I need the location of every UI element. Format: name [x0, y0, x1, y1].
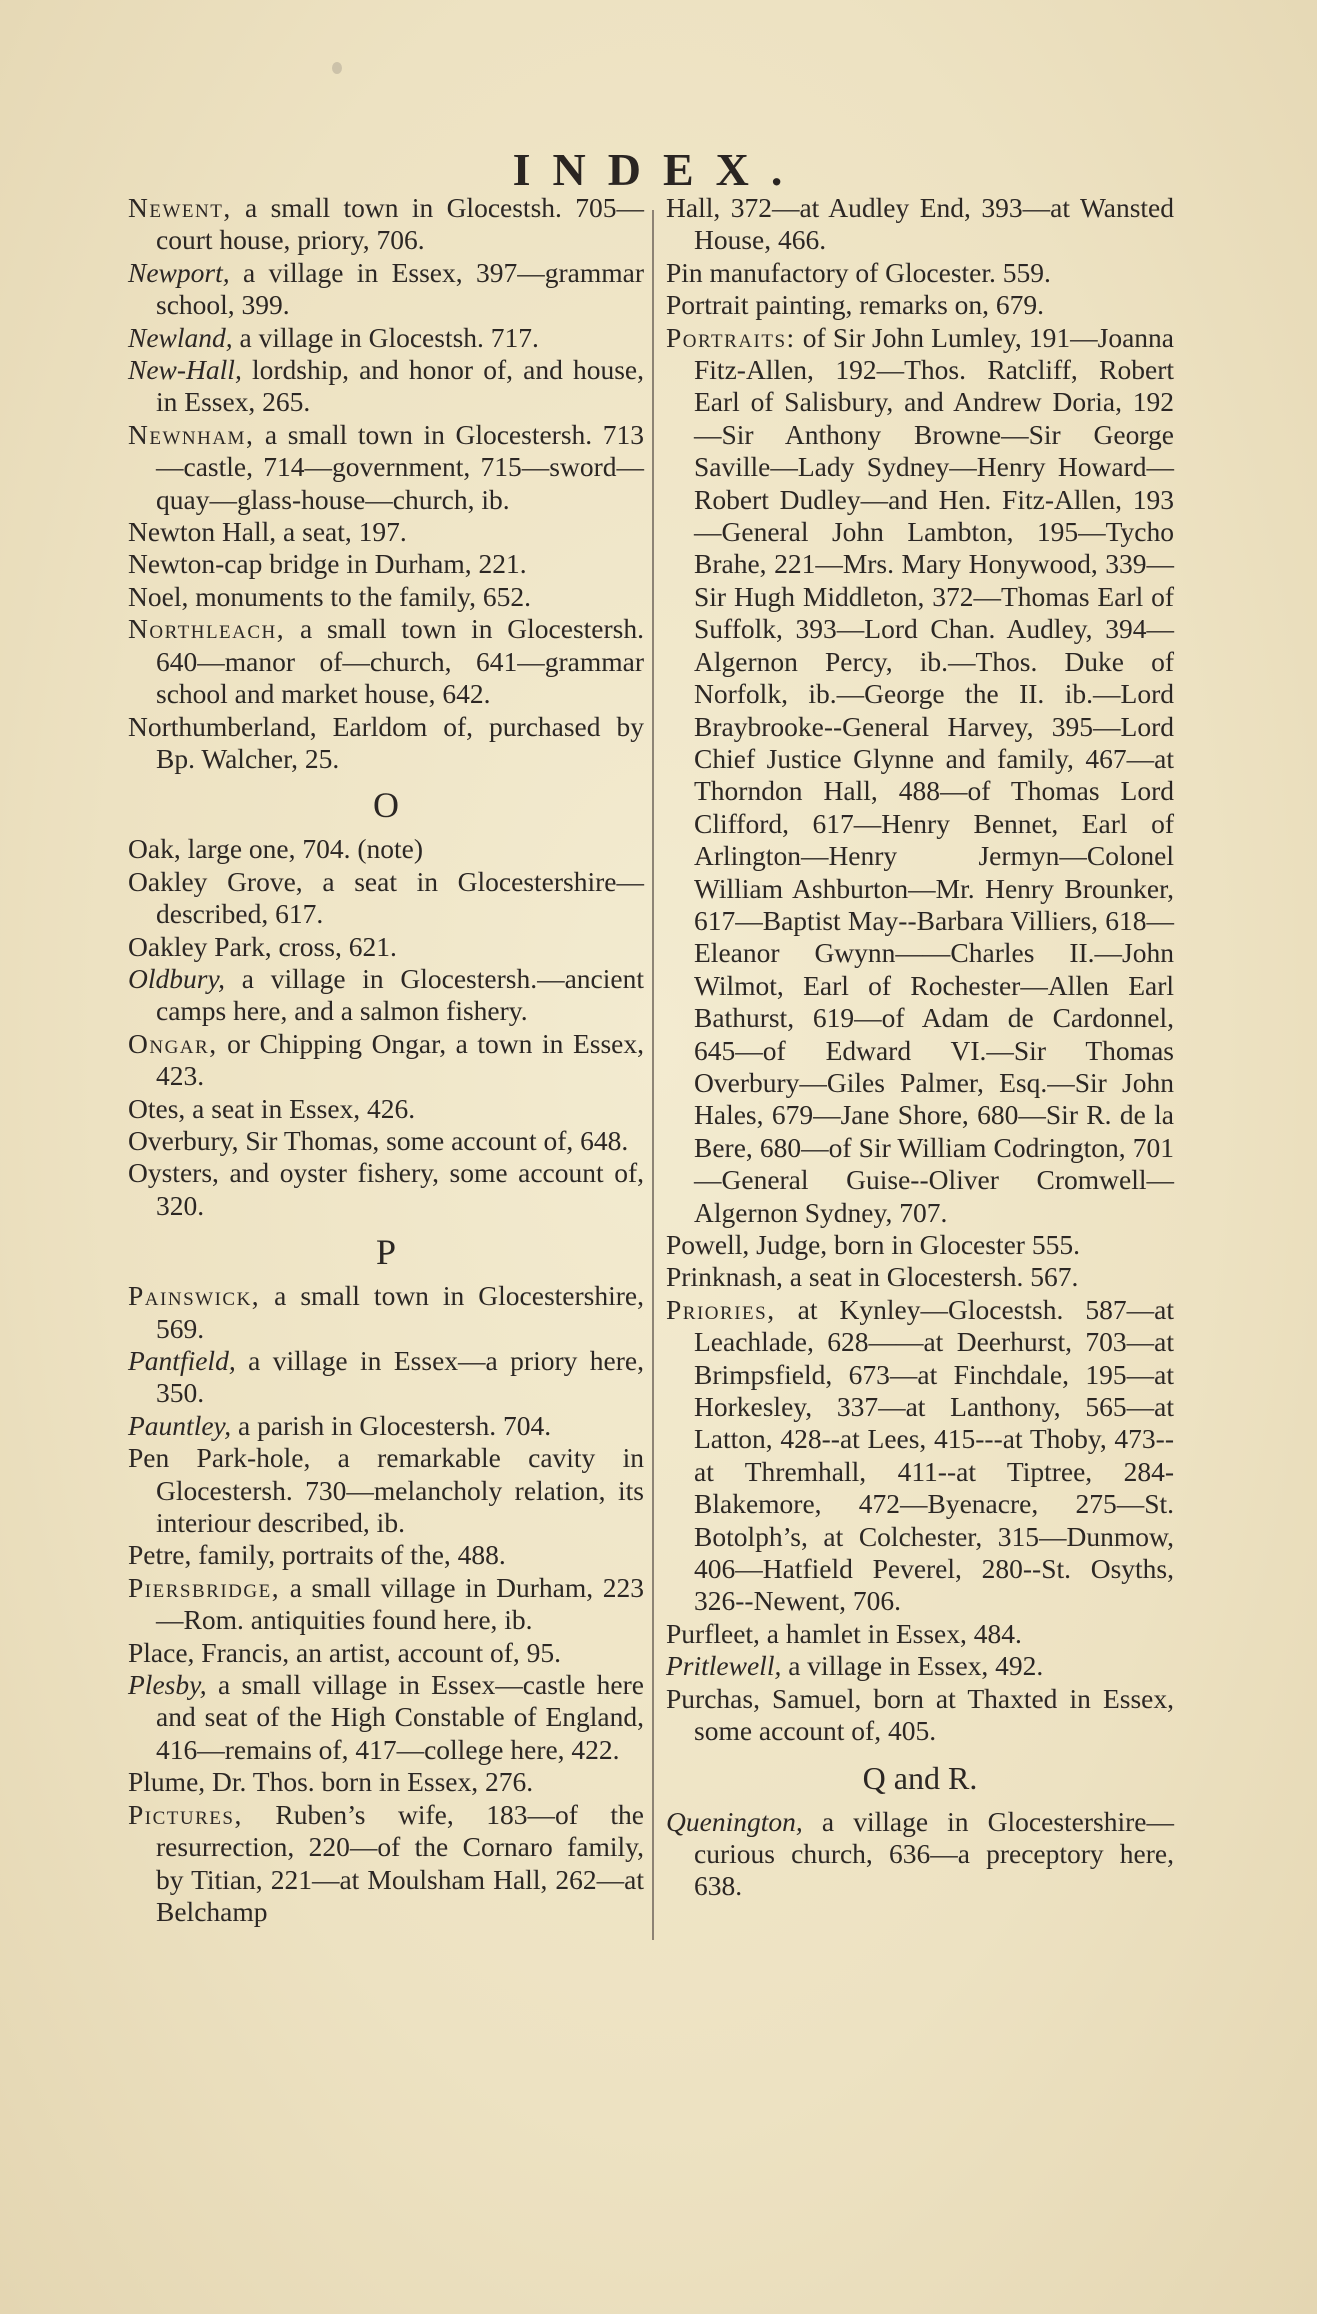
- entry-text: lordship, and honor of, and house, in Essex, 265.: [156, 354, 644, 418]
- index-entry: [666, 1229, 1174, 1261]
- index-entry: [128, 354, 644, 419]
- entry-text: a village in Glocestsh. 717.: [232, 321, 539, 353]
- index-entry: [128, 1572, 644, 1637]
- section-letter: Q and R.: [862, 1759, 978, 1796]
- index-entry: [666, 1618, 1174, 1650]
- entry-text: Otes, a seat in Essex, 426.: [128, 1092, 416, 1124]
- entry-text: a small village in Essex—castle here and seat of the High Constable of England, 416—remains of, 417—college here, 422.: [156, 1669, 644, 1765]
- index-column-left: [128, 192, 644, 1928]
- entry-text: Prinknash, a seat in Glocestersh. 567.: [666, 1261, 1079, 1293]
- index-entry: [666, 1683, 1174, 1748]
- entry-text: Plume, Dr. Thos. born in Essex, 276.: [128, 1766, 534, 1798]
- index-entry: [128, 581, 644, 613]
- entry-text: Noel, monuments to the family, 652.: [128, 580, 532, 612]
- entry-headword: New-Hall,: [128, 354, 242, 386]
- entry-headword: Pictures,: [128, 1798, 243, 1830]
- index-column-right: [666, 192, 1174, 1903]
- entry-headword: Pantfield,: [128, 1345, 236, 1376]
- index-entry: [666, 1650, 1174, 1682]
- entry-text: Oakley Grove, a seat in Glocestershire—described, 617.: [128, 865, 644, 930]
- entry-headword: Ongar,: [128, 1027, 218, 1059]
- index-entry: [128, 1410, 644, 1442]
- entry-text: Newton-cap bridge in Durham, 221.: [128, 548, 527, 580]
- entry-text: Place, Francis, an artist, account of, 95.: [128, 1636, 561, 1668]
- index-entry: [128, 192, 644, 257]
- index-entry: [128, 1799, 644, 1929]
- entry-text: Petre, family, portraits of the, 488.: [128, 1539, 506, 1571]
- entry-headword: Painswick,: [128, 1280, 261, 1312]
- entry-headword: Pauntley,: [128, 1409, 232, 1441]
- entry-text: Hall, 372—at Audley End, 393—at Wansted House, 466.: [666, 192, 1174, 256]
- index-entry: [666, 289, 1174, 321]
- paper-blemish: [332, 62, 342, 74]
- entry-text: a parish in Glocestersh. 704.: [231, 1409, 552, 1441]
- entry-text: a small village in Durham, 223—Rom. antiquities found here, ib.: [156, 1571, 644, 1636]
- entry-headword: Piersbridge,: [128, 1571, 281, 1603]
- entry-text: a small town in Glocestsh. 705—court house, priory, 706.: [156, 192, 644, 256]
- index-entry: [666, 257, 1174, 289]
- entry-text: a village in Glocestersh.—ancient camps here, and a salmon fishery.: [156, 962, 644, 1027]
- entry-text: a small town in Glocestersh. 640—manor of—church, 641—grammar school and market house, 642.: [156, 613, 644, 710]
- entry-text: Purfleet, a hamlet in Essex, 484.: [666, 1617, 1022, 1649]
- entry-text: at Kynley—Glocestsh. 587—at Leachlade, 628——at Deerhurst, 703—at Brimpsfield, 673—at Finchdale, 195—at Horkesley, 337—at Lanthony, 565—at Latton, 428--at Lees, 415---at Thoby, 473--at Thremhall, 411--at Tiptree, 284-Blakemore, 472—Byenacre, 275—St. Botolph’s, at Colchester, 315—Dunmow, 406—Hatfield Peverel, 280--St. Osyths, 326--Newent, 706.: [694, 1293, 1174, 1617]
- index-entry: [128, 1539, 644, 1571]
- index-entry: [128, 516, 644, 548]
- section-letter: O: [373, 785, 399, 826]
- entry-headword: Newland,: [128, 321, 233, 353]
- entry-text: a small town in Glocestersh. 713—castle, 714—government, 715—sword—quay—glass-house—church, ib.: [156, 418, 644, 515]
- index-entry: [666, 192, 1174, 257]
- page-title: INDEX.: [512, 143, 805, 195]
- index-entry: [128, 866, 644, 931]
- entry-text: Newton Hall, a seat, 197.: [128, 516, 407, 548]
- entry-text: or Chipping Ongar, a town in Essex, 423.: [156, 1027, 644, 1092]
- index-entry: [128, 833, 644, 865]
- section-letter: P: [375, 1232, 397, 1273]
- index-entry: [128, 419, 644, 516]
- entry-headword: Plesby,: [128, 1669, 207, 1701]
- index-entry: [128, 711, 644, 776]
- entry-text: Oakley Park, cross, 621.: [128, 930, 397, 962]
- entry-text: Ruben’s wife, 183—of the resurrection, 220—of the Cornaro family, by Titian, 221—at Moulsham Hall, 262—at Belchamp: [156, 1798, 644, 1927]
- index-entry: [128, 1442, 644, 1539]
- index-entry: [128, 1637, 644, 1669]
- entry-headword: Quenington,: [666, 1805, 803, 1837]
- index-entry: [128, 613, 644, 710]
- entry-text: a village in Essex—a priory here, 350.: [156, 1345, 644, 1409]
- index-entry: [128, 1345, 644, 1410]
- index-entry: [128, 1280, 644, 1345]
- index-entry: [128, 1669, 644, 1766]
- index-entry: [128, 1028, 644, 1093]
- index-entry: [128, 963, 644, 1028]
- index-entry: [128, 931, 644, 963]
- entry-text: Oak, large one, 704. (note): [128, 833, 424, 865]
- entry-text: Northumberland, Earldom of, purchased by Bp. Walcher, 25.: [128, 710, 644, 774]
- entry-headword: Newnham,: [128, 418, 255, 450]
- entry-text: Portrait painting, remarks on, 679.: [666, 289, 1045, 321]
- entry-text: Pen Park-hole, a remarkable cavity in Glocestersh. 730—melancholy relation, its interiour described, ib.: [128, 1442, 644, 1539]
- entry-text: Oysters, and oyster fishery, some account of, 320.: [128, 1157, 644, 1221]
- column-divider: [652, 210, 654, 1940]
- entry-text: Powell, Judge, born in Glocester 555.: [666, 1229, 1080, 1260]
- entry-headword: Oldbury,: [128, 962, 226, 994]
- entry-text: a village in Essex, 492.: [781, 1650, 1044, 1682]
- entry-headword: Newent,: [128, 192, 232, 223]
- index-entry: [128, 1766, 644, 1798]
- index-entry: [128, 257, 644, 322]
- index-entry: [666, 1261, 1174, 1293]
- index-entry: [128, 548, 644, 580]
- index-entry: [666, 322, 1174, 1229]
- entry-headword: Northleach,: [128, 613, 286, 645]
- entry-text: Pin manufactory of Glocester. 559.: [666, 256, 1051, 288]
- entry-text: a village in Essex, 397—grammar school, 399.: [156, 256, 644, 321]
- index-entry: [128, 322, 644, 354]
- index-entry: [666, 1294, 1174, 1618]
- entry-text: of Sir John Lumley, 191—Joanna Fitz-Allen, 192—Thos. Ratcliff, Robert Earl of Salisbury, and Andrew Doria, 192—Sir Anthony Browne—Sir George Saville—Lady Sydney—Henry Howard—Robert Dudley—and Hen. Fitz-Allen, 193—General John Lambton, 195—Tycho Brahe, 221—Mrs. Mary Honywood, 339—Sir Hugh Middleton, 372—Thomas Earl of Suffolk, 393—Lord Chan. Audley, 394—Algernon Percy, ib.—Thos. Duke of Norfolk, ib.—George the II. ib.—Lord Braybrooke--General Harvey, 395—Lord Chief Justice Glynne and family, 467—at Thorndon Hall, 488—of Thomas Lord Clifford, 617—Henry Bennet, Earl of Arlington—Henry Jermyn—Colonel William Ashburton—Mr. Henry Brounker, 617—Baptist May--Barbara Villiers, 618—Eleanor Gwynn——Charles II.—John Wilmot, Earl of Rochester—Allen Earl Bathurst, 619—of Adam de Cardonnel, 645—of Edward VI.—Sir Thomas Overbury—Giles Palmer, Esq.—Sir John Hales, 679—Jane Shore, 680—Sir R. de la Bere, 680—of Sir William Codrington, 701—General Guise--Oliver Cromwell—Algernon Sydney, 707.: [694, 321, 1174, 1228]
- entry-headword: Priories,: [666, 1293, 776, 1325]
- entry-headword: Newport,: [128, 256, 230, 288]
- entry-text: Overbury, Sir Thomas, some account of, 648.: [128, 1124, 629, 1156]
- entry-text: a small town in Glocestershire, 569.: [156, 1280, 644, 1344]
- entry-text: a village in Glocestershire—curious church, 636—a preceptory here, 638.: [694, 1805, 1174, 1902]
- index-entry: [128, 1093, 644, 1125]
- entry-headword: Portraits:: [666, 321, 796, 353]
- index-entry: [666, 1806, 1174, 1903]
- entry-text: Purchas, Samuel, born at Thaxted in Essex, some account of, 405.: [666, 1682, 1174, 1747]
- entry-headword: Pritlewell,: [666, 1650, 782, 1682]
- index-entry: [128, 1125, 644, 1157]
- index-entry: [128, 1157, 644, 1222]
